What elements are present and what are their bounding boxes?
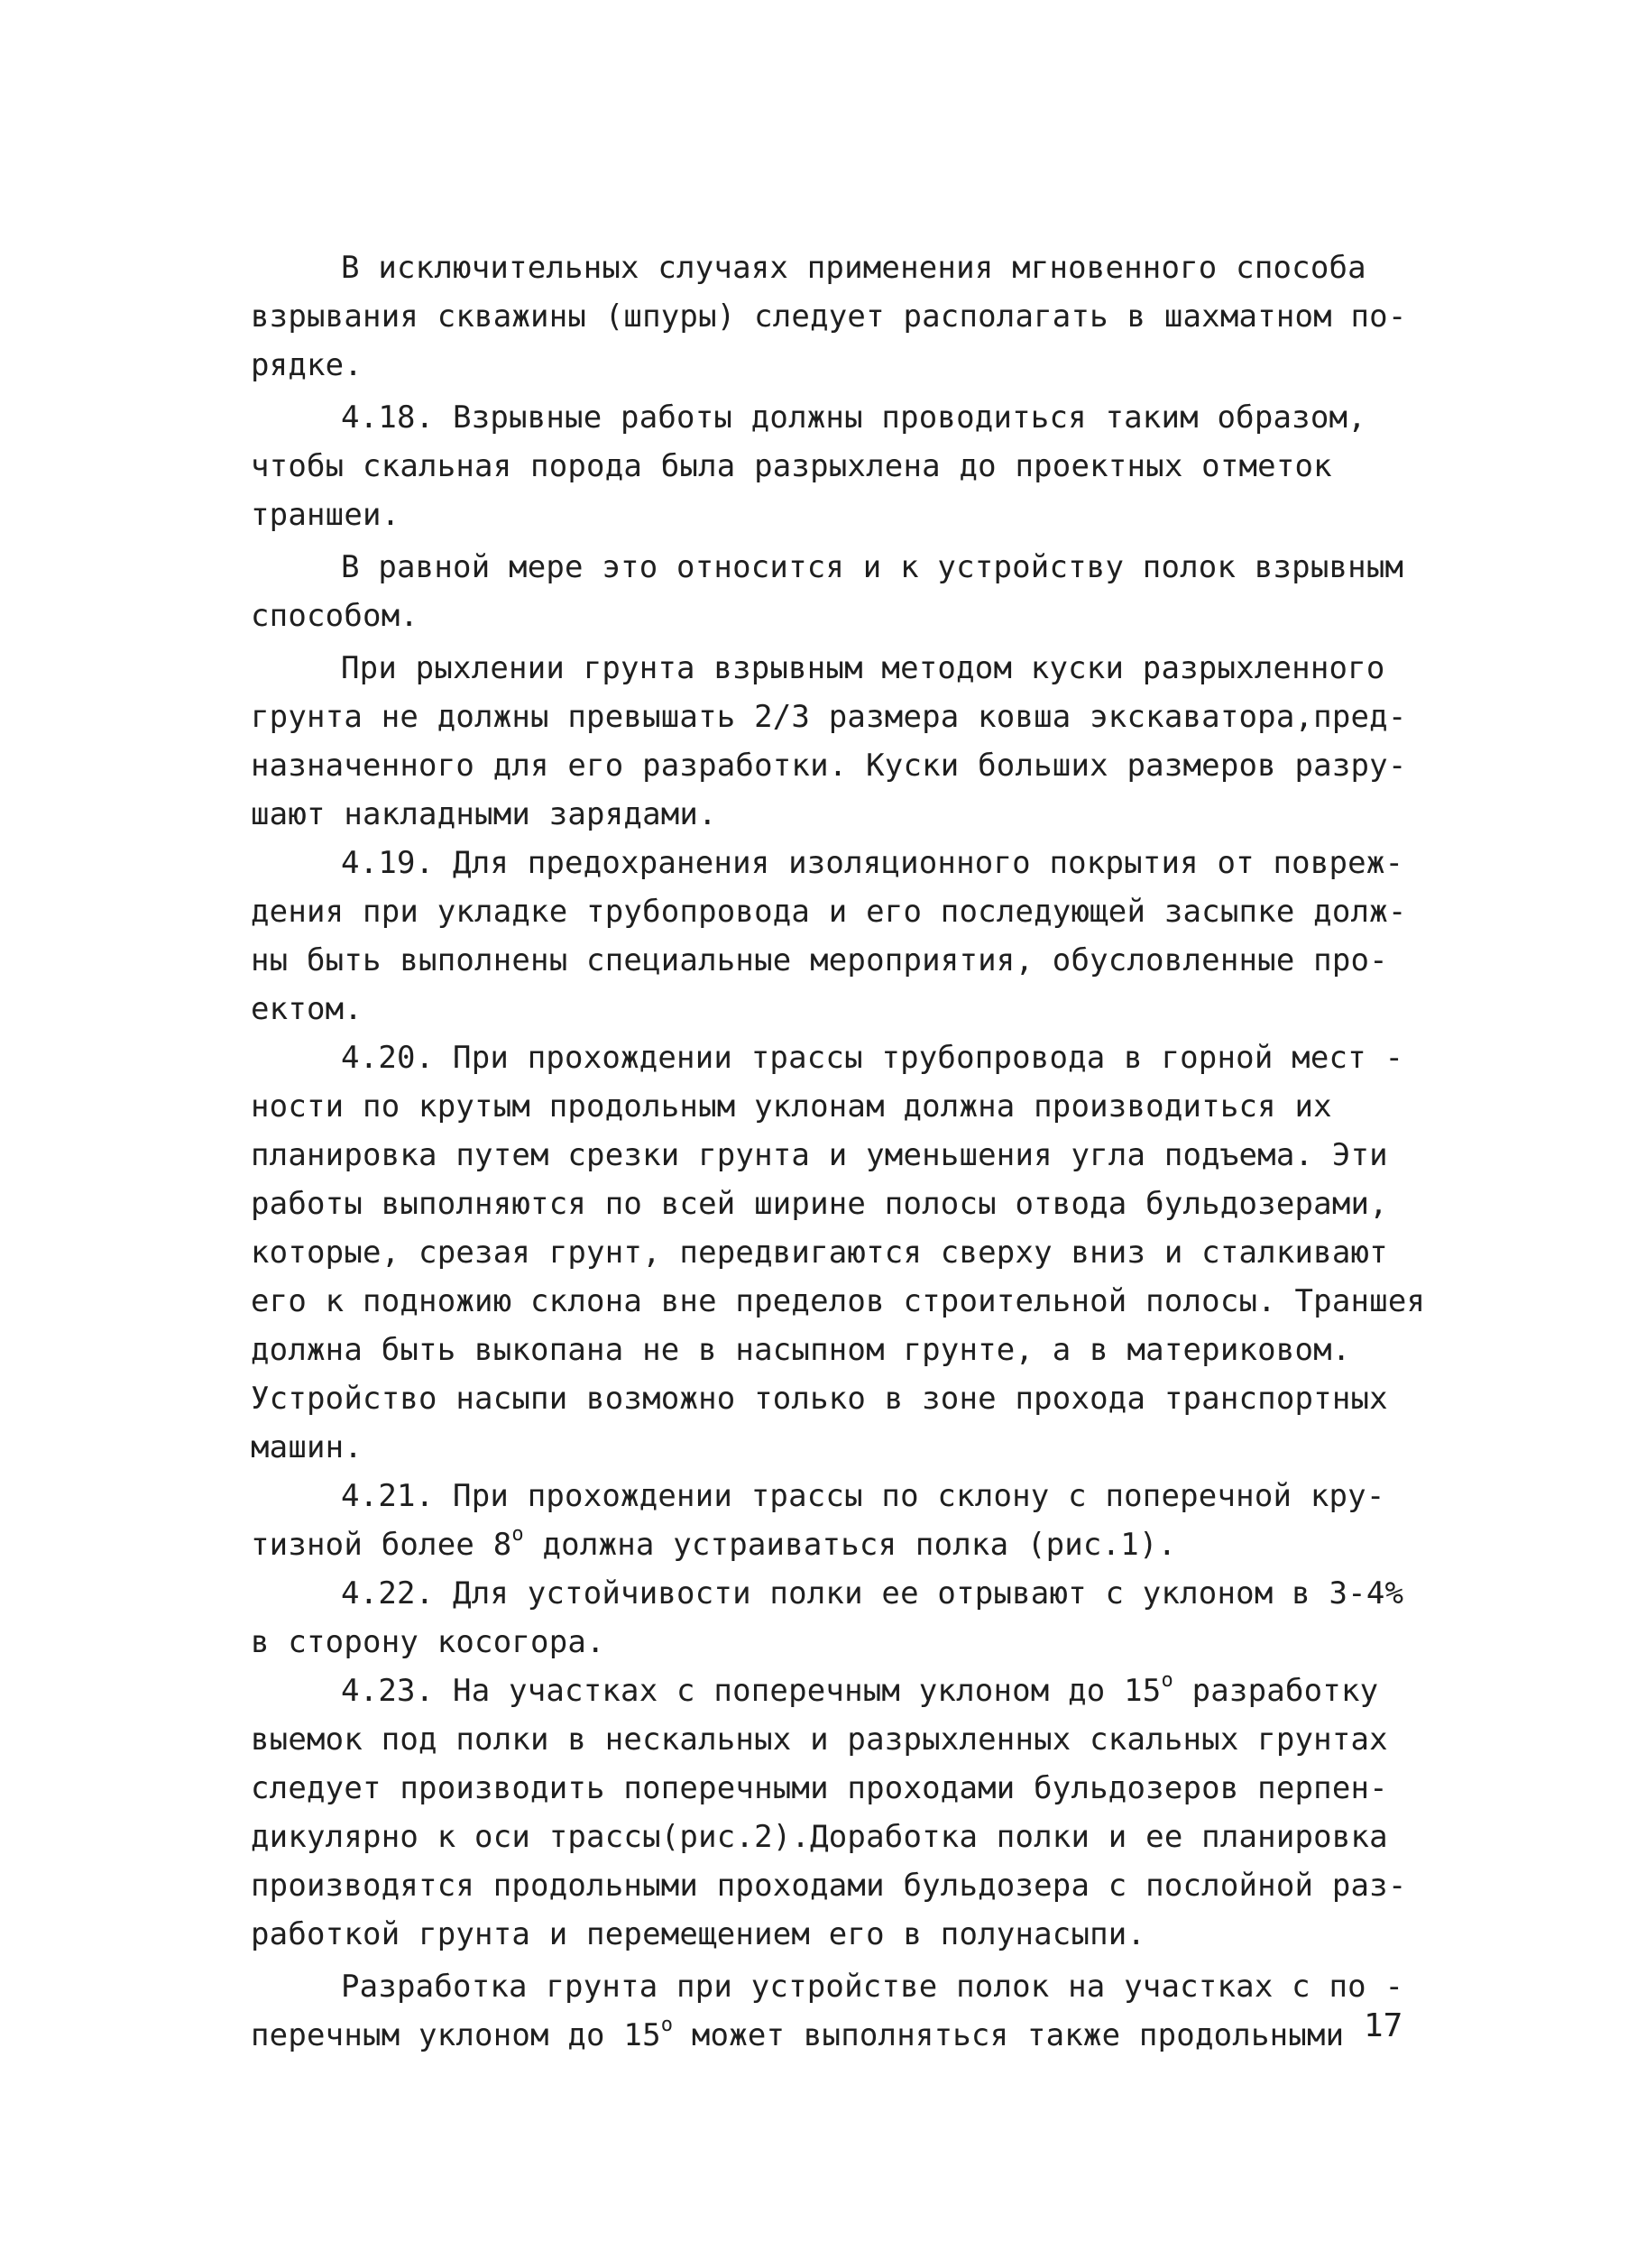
text-line: 4.20. При прохождении трассы трубопровода в горной мест - bbox=[341, 1040, 1404, 1076]
text-line: 4.23. На участках с поперечным уклоном до $15^о$ разработку bbox=[341, 1668, 1379, 1709]
text-line: чтобы скальная порода была разрыхлена до проектных отметок bbox=[251, 448, 1332, 484]
text-line: которые, срезая грунт, передвигаются сверху вниз и сталкивают bbox=[251, 1235, 1388, 1271]
text-line: в сторону косогора. bbox=[251, 1624, 605, 1660]
text-line: его к подножию склона вне пределов строительной полосы. Траншея bbox=[251, 1283, 1426, 1319]
text-line: дикулярно к оси трассы(рис.2).Доработка полки и ее планировка bbox=[251, 1819, 1388, 1855]
text-line: назначенного для его разработки. Куски больших размеров разру- bbox=[251, 748, 1407, 784]
text-line: траншеи. bbox=[251, 497, 400, 533]
text-line: Разработка грунта при устройстве полок на участках с по - bbox=[341, 1969, 1404, 2005]
text-line: производятся продольными проходами бульдозера с послойной раз- bbox=[251, 1868, 1407, 1904]
text-line: шают накладными зарядами. bbox=[251, 796, 717, 832]
text-line: должна быть выкопана не в насыпном грунте, а в материковом. bbox=[251, 1332, 1351, 1368]
text-line: тизной более $8^о$ должна устраиваться полка (рис.1). bbox=[251, 1522, 1177, 1563]
text-line: ны быть выполнены специальные мероприятия, обусловленные про- bbox=[251, 942, 1388, 978]
degree-superscript: о bbox=[660, 2013, 674, 2036]
text-line: работы выполняются по всей ширине полосы отвода бульдозерами, bbox=[251, 1186, 1388, 1222]
text-line: взрывания скважины (шпуры) следует располагать в шахматном по- bbox=[251, 298, 1407, 335]
text-line: 4.19. Для предохранения изоляционного покрытия от повреж- bbox=[341, 845, 1404, 881]
page-number: 17 bbox=[1364, 2007, 1403, 2044]
text-line: грунта не должны превышать 2/3 размера ковша экскаватора,пред- bbox=[251, 699, 1407, 735]
degree-superscript: о bbox=[1161, 1668, 1173, 1692]
text-line: 4.18. Взрывные работы должны проводиться таким образом, bbox=[341, 399, 1366, 436]
text-line: При рыхлении грунта взрывным методом куски разрыхленного bbox=[341, 650, 1385, 686]
text-line: В равной мере это относится и к устройству полок взрывным bbox=[341, 549, 1404, 585]
text-line: способом. bbox=[251, 598, 419, 634]
text-line: 4.21. При прохождении трассы по склону с поперечной кру- bbox=[341, 1478, 1385, 1514]
text-line: перечным уклоном до $15^о$ может выполняться также продольными bbox=[251, 2013, 1345, 2053]
text-line: ности по крутым продольным уклонам должна производиться их bbox=[251, 1088, 1332, 1125]
text-line: следует производить поперечными проходами бульдозеров перпен- bbox=[251, 1770, 1388, 1806]
text-line: В исключительных случаях применения мгновенного способа bbox=[341, 250, 1366, 286]
text-line: работкой грунта и перемещением его в полунасыпи. bbox=[251, 1916, 1146, 1952]
text-line: дения при укладке трубопровода и его последующей засыпке долж- bbox=[251, 894, 1407, 930]
text-line: планировка путем срезки грунта и уменьшения угла подъема. Эти bbox=[251, 1137, 1388, 1173]
text-line: Устройство насыпи возможно только в зоне прохода транспортных bbox=[251, 1381, 1388, 1417]
text-line: ектом. bbox=[251, 991, 363, 1027]
degree-superscript: о bbox=[511, 1522, 524, 1546]
text-line: 4.22. Для устойчивости полки ее отрывают с уклоном в 3-4% bbox=[341, 1575, 1404, 1611]
text-line: машин. bbox=[251, 1429, 363, 1465]
text-line: выемок под полки в нескальных и разрыхленных скальных грунтах bbox=[251, 1722, 1388, 1758]
text-line: рядке. bbox=[251, 347, 363, 383]
